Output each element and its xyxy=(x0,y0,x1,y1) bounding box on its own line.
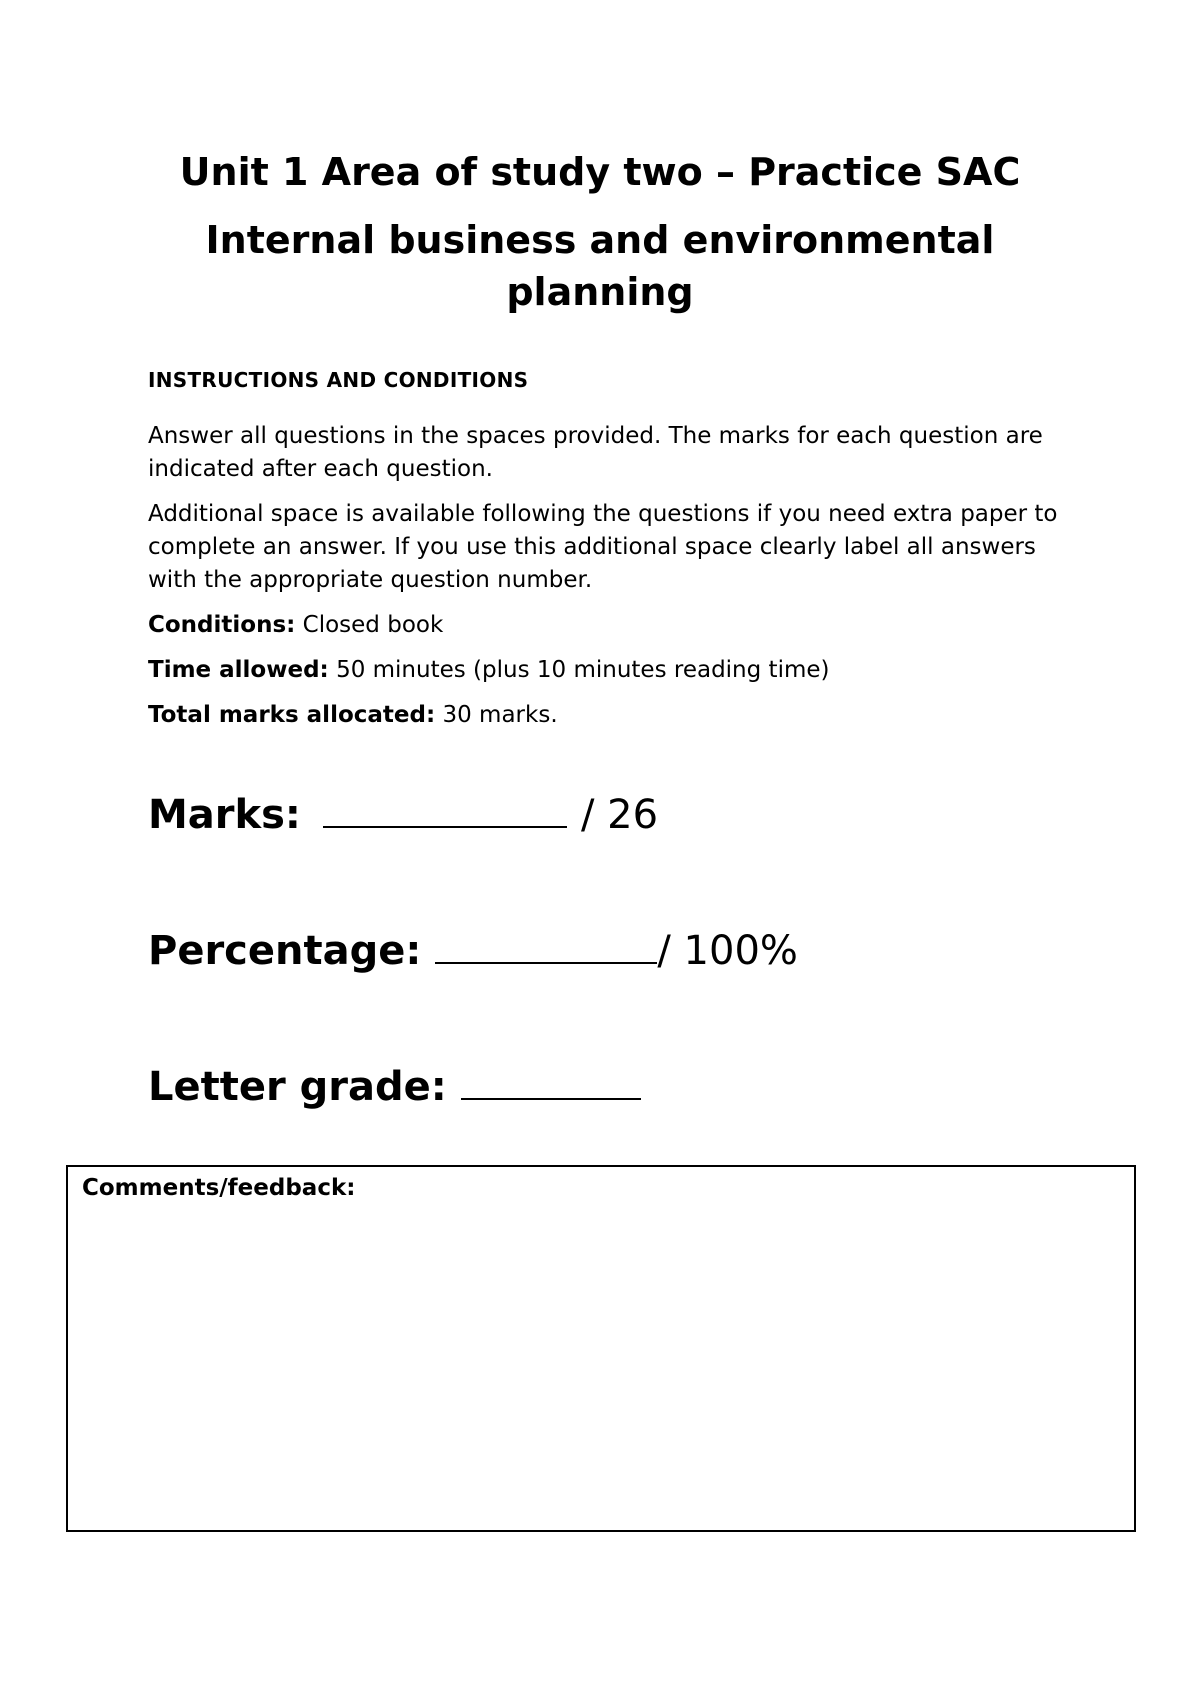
letter-grade-line xyxy=(148,1062,641,1112)
percentage-blank[interactable] xyxy=(435,926,657,964)
marks-label: Marks: xyxy=(148,792,301,838)
letter-grade-blank[interactable] xyxy=(461,1062,641,1100)
total-marks-label: Total marks allocated: xyxy=(148,702,436,728)
total-marks-line xyxy=(148,699,1068,732)
total-marks-value: 30 marks. xyxy=(442,702,558,728)
marks-blank[interactable] xyxy=(323,790,567,828)
title-line-2: Internal business and environmental planning xyxy=(205,218,995,314)
conditions-line xyxy=(148,609,1068,642)
time-allowed-label: Time allowed: xyxy=(148,657,329,683)
conditions-label: Conditions: xyxy=(148,612,296,638)
conditions-value: Closed book xyxy=(302,612,444,638)
title-line-1: Unit 1 Area of study two – Practice SAC xyxy=(179,150,1021,194)
percentage-label: Percentage: xyxy=(148,928,422,974)
time-allowed-value: 50 minutes (plus 10 minutes reading time) xyxy=(336,657,830,683)
marks-line xyxy=(148,790,658,840)
letter-grade-label: Letter grade: xyxy=(148,1064,447,1110)
marks-suffix: / 26 xyxy=(580,792,659,838)
instructions-heading: INSTRUCTIONS AND CONDITIONS xyxy=(148,368,529,392)
time-allowed-line xyxy=(148,654,1068,687)
percentage-line xyxy=(148,926,798,976)
instructions-paragraph-1: Answer all questions in the spaces provided. The marks for each question are indicated after each question. xyxy=(148,423,1043,482)
feedback-box[interactable] xyxy=(66,1165,1136,1532)
percentage-suffix: / 100% xyxy=(657,928,798,974)
feedback-label: Comments/feedback: xyxy=(82,1175,356,1201)
instructions-paragraph-2: Additional space is available following the questions if you need extra paper to complete an answer. If you use this additional space clearly label all answers with the appropriate question number. xyxy=(148,501,1058,593)
